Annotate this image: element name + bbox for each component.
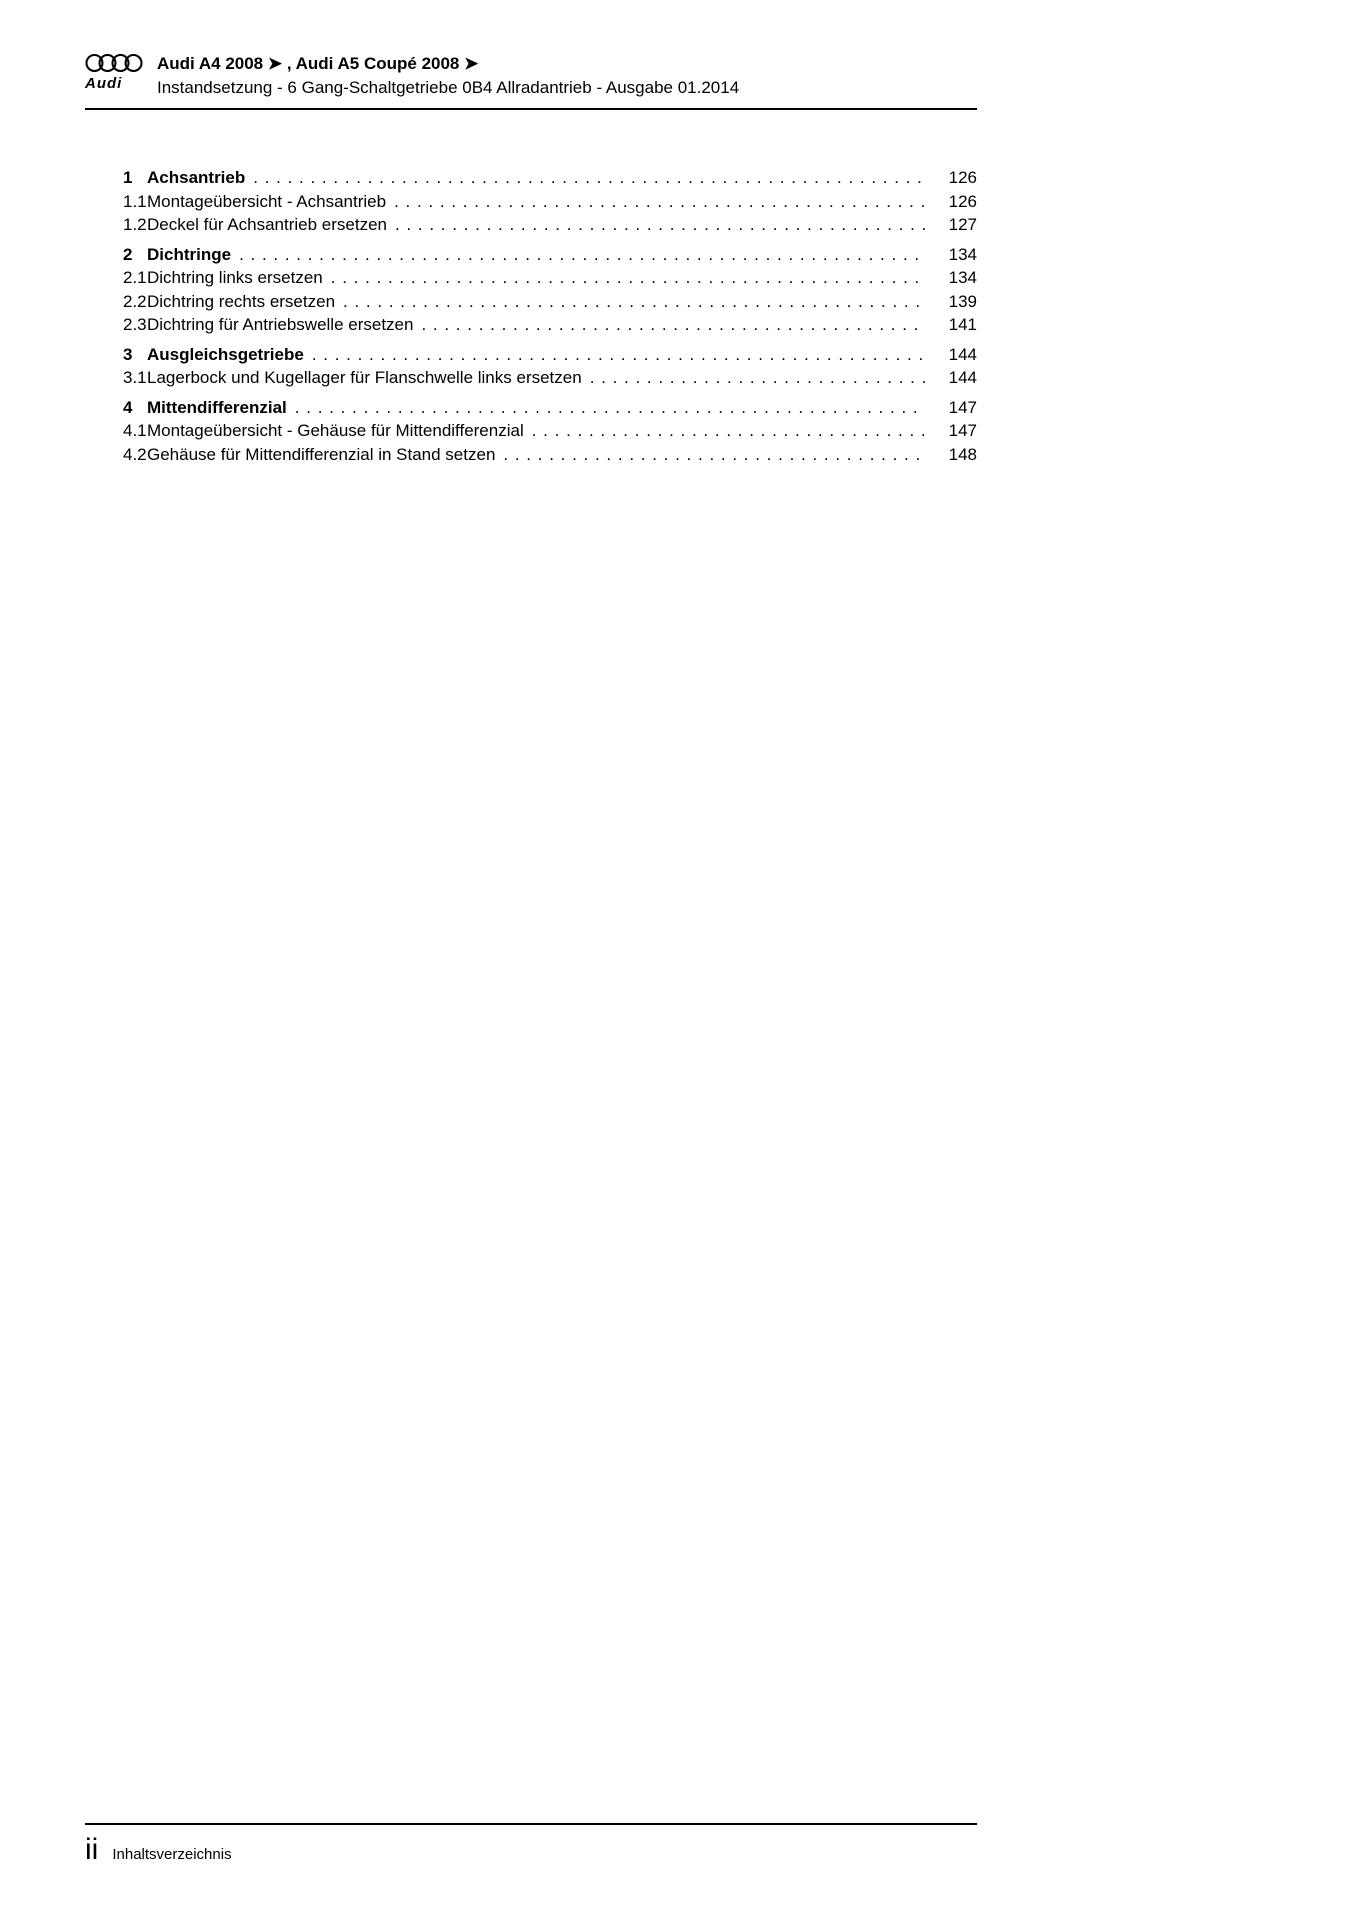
header-model-line: Audi A4 2008 ➤ , Audi A5 Coupé 2008 ➤ — [157, 54, 479, 73]
toc-entry-title: Montageübersicht - Achsantrieb — [147, 191, 387, 211]
header-text — [157, 52, 977, 100]
toc-entry-title: Gehäuse für Mittendifferenzial in Stand setzen — [147, 444, 496, 464]
toc-entry-title: Lagerbock und Kugellager für Flanschwelle links ersetzen — [147, 368, 582, 387]
page-header — [85, 52, 977, 110]
toc-entry-number: 1 — [123, 168, 133, 187]
toc-entry — [85, 396, 977, 420]
toc-entry-title: Achsantrieb — [147, 168, 246, 187]
toc-entry — [85, 213, 977, 237]
toc-entry-page: 148 — [948, 444, 977, 464]
toc-entry-page: 147 — [948, 397, 977, 417]
toc-entry-title: Dichtring rechts ersetzen — [147, 291, 336, 311]
toc-entry — [85, 443, 977, 467]
toc-leader-dots — [253, 166, 925, 190]
toc-entry — [85, 366, 977, 390]
toc-entry-title: Montageübersicht - Gehäuse für Mittendifferenzial — [147, 421, 524, 440]
toc-entry-number: 1.2 — [123, 215, 147, 234]
toc-entry-title: Dichtringe — [147, 244, 232, 264]
toc-entry — [85, 419, 977, 443]
toc-entry-page: 134 — [948, 268, 977, 287]
toc-entry-number: 2.2 — [123, 291, 147, 311]
toc-entry-number: 1.1 — [123, 191, 147, 211]
toc-leader-dots — [343, 290, 925, 314]
toc-entry-number: 2.3 — [123, 315, 147, 334]
toc-entry-page: 144 — [948, 344, 977, 364]
toc-entry — [85, 166, 977, 190]
page-footer — [85, 1823, 977, 1865]
toc-entry-page: 141 — [948, 315, 977, 334]
toc-entry-number: 4 — [123, 397, 133, 417]
toc-leader-dots — [394, 190, 925, 214]
toc-leader-dots — [295, 396, 925, 420]
toc-entry-page: 126 — [948, 168, 977, 187]
toc-entry-number: 2 — [123, 244, 133, 264]
toc-entry — [85, 313, 977, 337]
toc-leader-dots — [590, 366, 925, 390]
toc-leader-dots — [331, 266, 925, 290]
audi-wordmark: Audi — [85, 75, 123, 92]
toc-entry — [85, 266, 977, 290]
toc-entry-page: 139 — [948, 291, 977, 311]
toc-entry-page: 147 — [948, 421, 977, 440]
toc-entry-title: Dichtring für Antriebswelle ersetzen — [147, 315, 414, 334]
toc-entry-number: 4.2 — [123, 444, 147, 464]
toc-entry-page: 144 — [948, 368, 977, 387]
toc-entry-title: Dichtring links ersetzen — [147, 268, 323, 287]
toc-entry-page: 134 — [948, 244, 977, 264]
toc-leader-dots — [395, 213, 925, 237]
toc-leader-dots — [421, 313, 925, 337]
toc-entry-number: 3.1 — [123, 368, 147, 387]
toc-entry-number: 4.1 — [123, 421, 147, 440]
toc-leader-dots — [532, 419, 925, 443]
toc-entry-title: Ausgleichsgetriebe — [147, 344, 304, 364]
header-title-line: Instandsetzung - 6 Gang-Schaltgetriebe 0B4 Allradantrieb - Ausgabe 01.2014 — [157, 78, 740, 97]
audi-rings-icon — [85, 52, 143, 74]
toc-entry — [85, 343, 977, 367]
document-page — [85, 52, 977, 466]
toc-entry-page: 127 — [948, 215, 977, 234]
toc-entry-title: Deckel für Achsantrieb ersetzen — [147, 215, 388, 234]
toc-entry-number: 3 — [123, 344, 133, 364]
toc-leader-dots — [312, 343, 925, 367]
footer-page-number: ii — [85, 1833, 99, 1866]
toc-entry — [85, 243, 977, 267]
toc-entry-title: Mittendifferenzial — [147, 397, 287, 417]
toc-entry-number: 2.1 — [123, 268, 147, 287]
audi-logo — [85, 52, 147, 91]
toc-entry — [85, 290, 977, 314]
footer-section-label: Inhaltsverzeichnis — [112, 1846, 232, 1863]
toc-leader-dots — [239, 243, 925, 267]
table-of-contents — [85, 166, 977, 466]
toc-entry — [85, 190, 977, 214]
toc-entry-page: 126 — [948, 191, 977, 211]
toc-leader-dots — [503, 443, 925, 467]
